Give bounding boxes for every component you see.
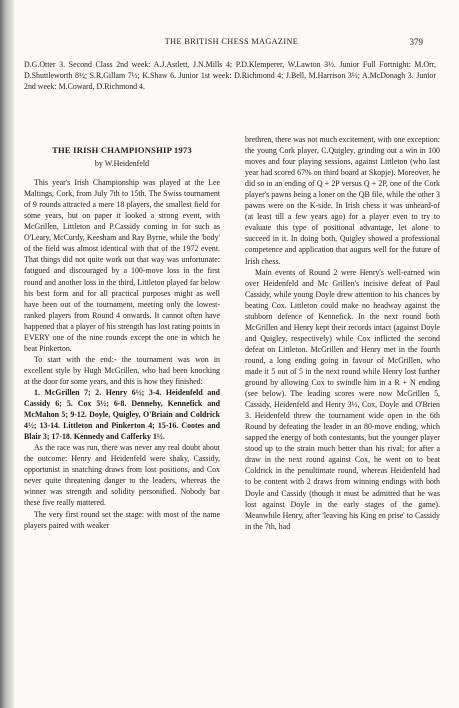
page-number: 379	[409, 37, 423, 47]
article-byline: by W.Heidenfeld	[94, 159, 150, 169]
article-title: THE IRISH CHAMPIONSHIP 1973	[52, 145, 192, 155]
body-paragraph: As the race was run, there was never any real doubt about the outcome: Henry and Heidenfeld were shaky, Cassidy, opportunist in snatching draws from lost positions, and Cox never quite threatening danger to the leaders, whereas the winner was strength and solidity personified. Nobody bar these five really mattered.	[24, 443, 220, 508]
previous-results-paragraph: D.G.Otter 3. Second Class 2nd week: A.J.Astlett, J.N.Mills 4; P.D.Klemperer, W.Lawton 3½. Junior Full Fortnight: M.Orr, D.Shuttleworth 8½; S.R.Gillam 7½; K.Shaw 6. Junior 1st week: D.Richmond 4; J.Bell, M.Harrison 3½; A.McDonagh 3. Junior 2nd week: M.Coward, D.Richmond 4.	[24, 60, 436, 92]
body-paragraph: Main events of Round 2 were Henry's well-earned win over Heidenfeld and Mc Grillen's incisive defeat of Paul Cassidy, while young Doyle drew attention to his chances by beating Cox. Littleton could make no headway against the stubborn defence of Kennefick. In the next round both McGrillen and Henry kept their records intact (against Doyle and Quigley, respectively) while Cox inflicted the second defeat on Littleton. McGrillen and Henry met in the fourth round, a long ending going in favour of McGrillen, who made it 5 out of 5 in the next round while Henry lost further ground by allowing Cox to swindle him in a R + N ending (see below). The leading scores were now McGrillen 5, Cassidy, Heidenfeld and Henry 3½, Cox, Doyle and O'Brien 3. Heidenfeld threw the tournament wide open in the 6th Round by defeating the leader in an 80-move ending, which sapped the energy of both contestants, but the younger player stood up to the strain much better than his rival; for after a draw in the next round against Cox, he went on to beat Coldrick in the penultimate round, whereas Heidenfeld had to be content with 2 draws from winning endings with both Doyle and Cassidy (though it must be admitted that he was lost against Doyle in the early stages of the game). Meanwhile Henry, after 'leaving his King en prise' to Cassidy in the 7th, had	[245, 267, 440, 531]
right-column	[245, 134, 440, 532]
body-paragraph: The very first round set the stage: with most of the name players paired with weaker	[24, 509, 220, 530]
running-head	[40, 37, 423, 51]
magazine-title: THE BRITISH CHESS MAGAZINE	[164, 37, 299, 46]
final-standings-text: 1. McGrillen 7; 2. Henry 6½; 3-4. Heidenfeld and Cassidy 6; 5. Cox 5½; 6-8. Dennehy, Kennefick and McMahon 5; 9-12. Doyle, Quigley, O'Briain and Coldrick 4½; 13-14. Littleton and Pinkerton 4; 15-16. Cootes and Blair 3; 17-18. Kennedy and Cafferky 1½.	[24, 387, 220, 442]
book-gutter-shadow	[0, 0, 14, 708]
body-paragraph: This year's Irish Championship was played at the Lee Maltings, Cork, from July 7th to 15th. The Swiss tournament of 9 rounds attracted a mere 18 players, the smallest field for some years, but on paper it looked a strong event, with McGrillen, Littleton and P.Cassidy coming in for such as O'Leary, McCurdy, Keesham and Ray Byrne, while the 'body' of the field was almost identical with that of the 1972 event. That things did not quite work out that way was unfortunate: fatigued and discouraged by a 100-move loss in the first round and another loss in the third, Littleton played far below his best form and for all practical purposes might as well have been out of the tournament, meeting only the lowest-ranked players from Round 4 onwards. It cannot often have happened that a player of his strength has lost rating points in EVERY one of the nine rounds except the one in which he beat Pinkerton.	[24, 178, 220, 353]
final-standings	[24, 387, 220, 442]
body-paragraph: brethren, there was not much excitement, with one exception: the young Cork player, C.Quigley, grinding out a win in 100 moves and four playing sessions, against Littleton (who last year had scored 67% on third board at Skopje). Moreover, he did so in an ending of Q + 2P versus Q + 2P, one of the Cork player's pawns being a loner on the QB file, while the other 3 pawns were on the K-side. In Irish chess it was unheard-of (at least till a few years ago) for a player even to try to evaluate this type of positional advantage, let alone to succeed in it. In doing both, Quigley showed a professional competence and application that augurs well for the future of Irish chess.	[245, 135, 440, 266]
left-column	[24, 145, 220, 531]
body-paragraph: To start with the end:- the tournament was won in excellent style by Hugh McGrillen, who had been knocking at the door for some years, and this is how they finished:	[24, 354, 220, 386]
